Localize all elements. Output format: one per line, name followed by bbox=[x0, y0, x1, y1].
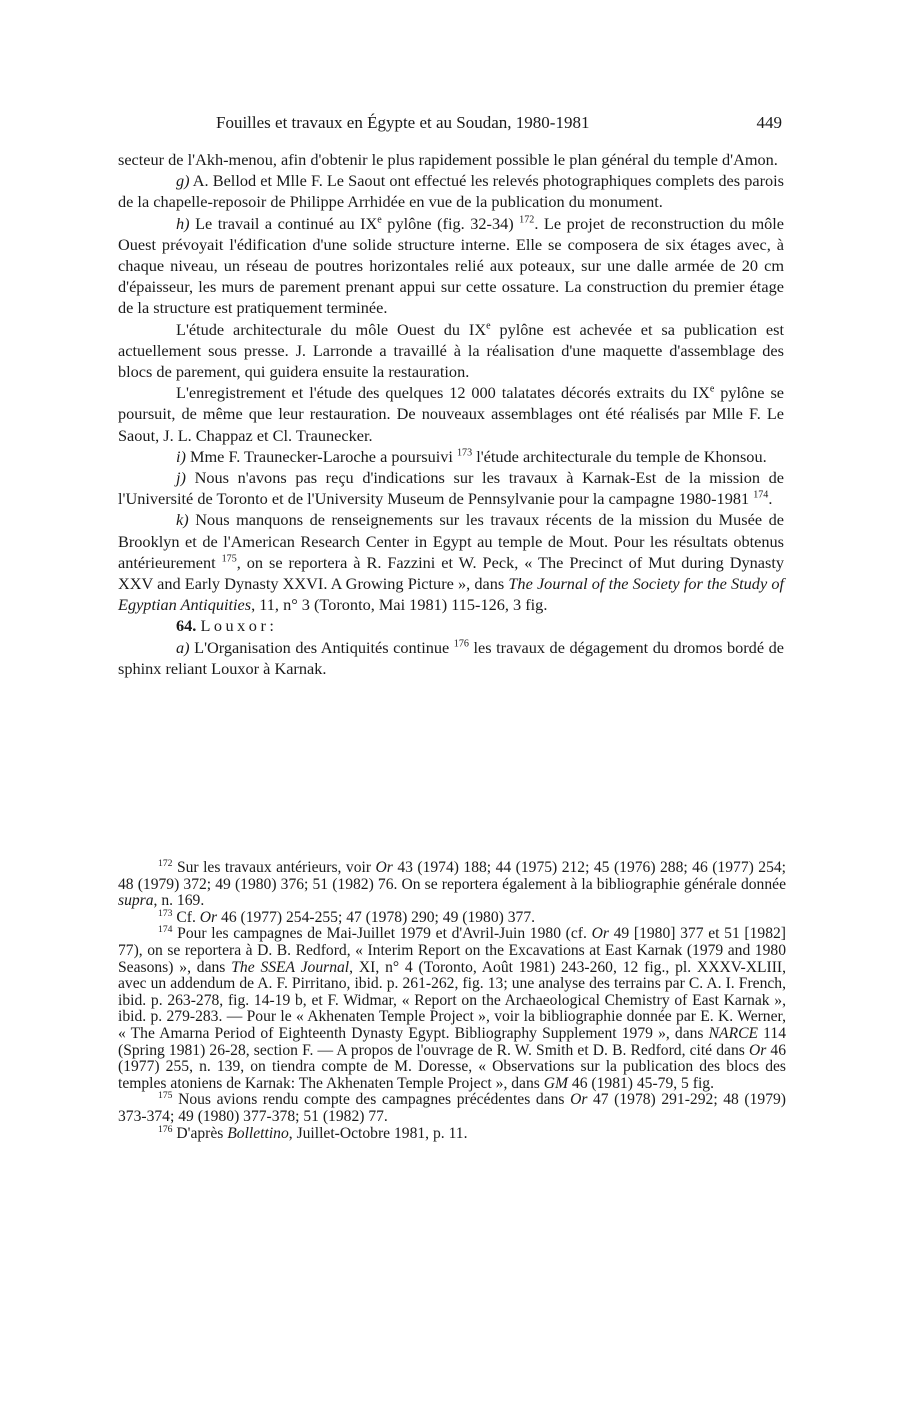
paragraph: h) Le travail a continué au IXe pylône (fig. 32-34) $^{172}$. Le projet de reconstruction du môle Ouest prévoyait l'édification d'une solide structure interne. Elle se composera de six étages avec, à chaque niveau, un réseau de poutres horizontales relié aux poteaux, sur une dalle armée de 20 cm d'épaisseur, les murs de parement prenant appui sur cette ossature. La construction du premier étage de la structure est pratiquement terminée. bbox=[118, 213, 785, 318]
paragraph: secteur de l'Akh-menou, afin d'obtenir le plus rapidement possible le plan général du temple d'Amon. bbox=[118, 150, 778, 169]
section-number: 64. bbox=[176, 616, 197, 636]
paragraph: L'étude architecturale du môle Ouest du IXe pylône est achevée et sa publication est actuellement sous presse. J. Larronde a travaillé à la réalisation d'une maquette d'assemblage des blocs de parement, qui guidera ensuite la restauration. bbox=[118, 319, 785, 382]
footnote-ref: 173 bbox=[456, 447, 473, 459]
footnote: $^{175}$ Nous avions rendu compte des campagnes précédentes dans Or 47 (1978) 291-292; 48 (1979) 373-374; 49 (1980) 377-378; 51 (1982) 77. bbox=[118, 1090, 786, 1125]
footnote-number: 172 bbox=[158, 857, 173, 869]
journal-title: The Journal of the Society for the Study of Egyptian Antiquities bbox=[118, 574, 784, 615]
page-header bbox=[118, 113, 786, 137]
item-marker: g) bbox=[176, 171, 190, 191]
footnote-number: 174 bbox=[158, 924, 173, 936]
footnote-number: 175 bbox=[158, 1090, 173, 1102]
item-marker: a) bbox=[176, 637, 190, 657]
paragraph: j) Nous n'avons pas reçu d'indications sur les travaux à Karnak-Est de la mission de l'Université de Toronto et de l'University Museum de Pennsylvanie pour la campagne 1980-1981 $^{174}$. bbox=[118, 468, 784, 509]
body-text bbox=[118, 149, 784, 679]
paragraph: k) Nous manquons de renseignements sur les travaux récents de la mission du Musée de Brooklyn et de l'American Research Center in Egypt au temple de Mout. Pour les résultats obtenus antérieurement $^{175}$, on se reportera à R. Fazzini et W. Peck, « The Precinct of Mut during Dynasty XXV and Early Dynasty XXVI. A Growing Picture », dans The Journal of the Society for the Study of Egyptian Antiquities, 11, n° 3 (Toronto, Mai 1981) 115-126, 3 fig. bbox=[118, 510, 785, 615]
running-title: Fouilles et travaux en Égypte et au Soudan, 1980-1981 bbox=[216, 113, 590, 132]
paragraph: a) L'Organisation des Antiquités continue $^{176}$ les travaux de dégagement du dromos bordé de sphinx reliant Louxor à Karnak. bbox=[118, 637, 784, 678]
footnote-ref: 172 bbox=[519, 214, 535, 226]
page-number: 449 bbox=[756, 113, 782, 132]
item-marker: i) bbox=[176, 446, 186, 466]
footnote-ref: 176 bbox=[453, 638, 469, 650]
footnote-ref: 174 bbox=[753, 489, 769, 501]
paragraph: g) A. Bellod et Mlle F. Le Saout ont effectué les relevés photographiques complets des parois de la chapelle-reposoir de Philippe Arrhidée en vue de la publication du monument. bbox=[118, 171, 784, 212]
footnote-ref: 175 bbox=[221, 553, 237, 565]
footnote: $^{173}$ Cf. Or 46 (1977) 254-255; 47 (1978) 290; 49 (1980) 377. bbox=[158, 907, 536, 926]
footnote-number: 173 bbox=[158, 907, 173, 919]
paragraph: i) Mme F. Traunecker-Laroche a poursuivi $^{173}$ l'étude architecturale du temple de Khonsou. bbox=[176, 446, 767, 466]
footnote: $^{172}$ Sur les travaux antérieurs, voir Or 43 (1974) 188; 44 (1975) 212; 45 (1976) 288; 46 (1977) 254; 48 (1979) 372; 49 (1980) 376; 51 (1982) 76. On se reportera également à la bibliographie générale donnée supra, n. 169. bbox=[118, 857, 786, 910]
item-marker: h) bbox=[176, 213, 190, 233]
footnote-number: 176 bbox=[158, 1123, 173, 1135]
footnote: $^{176}$ D'après Bollettino, Juillet-Octobre 1981, p. 11. bbox=[158, 1123, 468, 1142]
paragraph: L'enregistrement et l'étude des quelques 12 000 talatates décorés extraits du IXe pylône se poursuit, de même que leur restauration. De nouveaux assemblages ont été réalisés par Mlle F. Le Saout, J. L. Chappaz et Cl. Traunecker. bbox=[118, 383, 785, 445]
footnote: $^{174}$ Pour les campagnes de Mai-Juillet 1979 et d'Avril-Juin 1980 (cf. Or 49 [1980] 377 et 51 [1982] 77), on se reportera à D. B. Redford, « Interim Report on the Excavations at East Karnak (1979 and 1980 Seasons) », dans The SSEA Journal, XI, n° 4 (Toronto, Août 1981) 243-260, 12 fig., pl. XXXV-XLIII, avec un addendum de A. F. Pirritano, ibid. p. 261-262, fig. 13; une analyse des terrains par C. A. I. French, ibid. p. 263-278, fig. 14-19 b, et F. Widmar, « Report on the Archaeological Chemistry of East Karnak », ibid. p. 279-283. — Pour le « Akhenaten Temple Project », voir la bibliographie donnée par E. K. Werner, « The Amarna Period of Eighteenth Dynasty Egypt. Bibliography Supplement 1979 », dans NARCE 114 (Spring 1981) 26-28, section F. — A propos de l'ouvrage de R. W. Smith et D. B. Redford, cité dans Or 46 (1977) 255, n. 139, on tiendra compte de M. Doresse, « Observations sur la publication des blocs des temples atoniens de Karnak: The Akhenaten Temple Project », dans GM 46 (1981) 45-79, 5 fig. bbox=[118, 924, 787, 1092]
section-title: Louxor: bbox=[200, 616, 278, 636]
footnotes bbox=[118, 857, 787, 1142]
item-marker: j) bbox=[176, 468, 186, 488]
section-heading bbox=[118, 615, 784, 636]
item-marker: k) bbox=[176, 510, 189, 530]
